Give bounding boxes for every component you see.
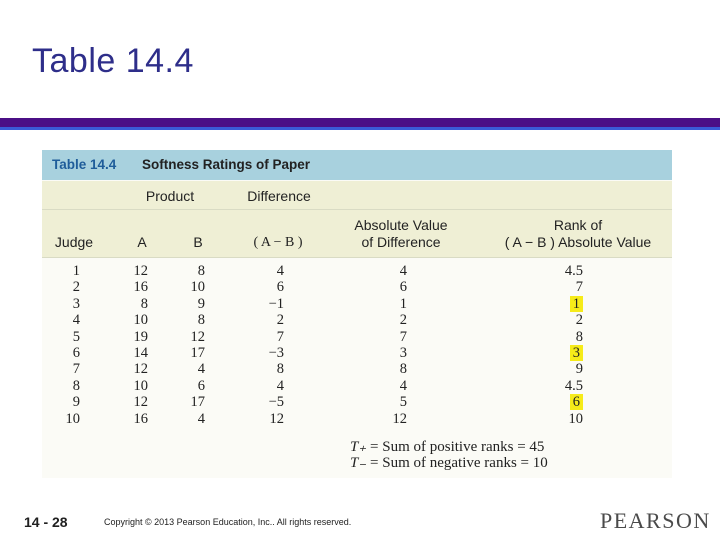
difference-group-header: Difference (247, 188, 311, 204)
cell-rank (543, 296, 583, 312)
col-header-rank-line1: Rank of (553, 217, 603, 233)
cell-b: 4 (197, 410, 205, 427)
rank-highlight: 1 (570, 296, 583, 312)
cell-rank: 4.5 (564, 377, 583, 394)
table-title-band (42, 150, 672, 180)
cell-abs: 1 (399, 295, 407, 312)
cell-abs: 5 (399, 394, 407, 411)
cell-diff: −1 (268, 295, 284, 312)
cell-judge: 7 (72, 361, 80, 378)
cell-diff: −3 (268, 345, 284, 361)
cell-b: 8 (197, 312, 205, 329)
cell-a: 12 (133, 361, 148, 378)
cell-abs: 8 (399, 361, 407, 378)
header-separator (42, 257, 672, 258)
cell-diff: 4 (276, 377, 284, 394)
t-plus-text: = Sum of positive ranks = 45 (370, 439, 545, 455)
cell-abs: 4 (399, 263, 407, 279)
cell-rank (543, 394, 583, 410)
table-number-label: Table 14.4 (52, 157, 117, 172)
cell-judge: 2 (72, 279, 80, 296)
cell-diff: 12 (269, 410, 284, 427)
table-name-label: Softness Ratings of Paper (142, 157, 311, 172)
t-minus-symbol: T₋ (350, 455, 367, 471)
title-rule-purple (0, 118, 720, 127)
softness-ratings-table (42, 150, 672, 478)
cell-a: 14 (133, 345, 148, 361)
cell-diff: −5 (268, 394, 284, 411)
cell-a: 10 (133, 377, 148, 394)
col-header-difference: ( A − B ) (253, 235, 303, 250)
cell-diff: 6 (276, 279, 284, 296)
col-header-abs-line2: of Difference (361, 234, 441, 250)
rank-highlight: 6 (570, 394, 583, 410)
col-header-abs-line1: Absolute Value (354, 217, 448, 233)
cell-a: 12 (133, 263, 148, 279)
cell-rank: 2 (575, 312, 583, 329)
cell-b: 17 (190, 345, 205, 361)
cell-a: 10 (133, 312, 148, 329)
cell-judge: 3 (72, 295, 80, 312)
cell-a: 12 (133, 394, 148, 411)
t-plus-symbol: T₊ (350, 439, 367, 455)
cell-a: 8 (140, 295, 148, 312)
cell-judge: 10 (65, 410, 80, 427)
cell-judge: 8 (72, 377, 80, 394)
col-header-absolute-value (342, 217, 460, 251)
cell-diff: 2 (276, 312, 284, 329)
cell-a: 16 (133, 279, 148, 296)
t-minus-summary (350, 453, 548, 472)
cell-judge: 6 (72, 345, 80, 361)
cell-a: 16 (133, 410, 148, 427)
pearson-logo: PEARSON (600, 508, 711, 533)
cell-b: 6 (197, 377, 205, 394)
cell-abs: 3 (399, 345, 407, 361)
cell-a: 19 (133, 328, 148, 345)
product-group-header: Product (145, 188, 195, 204)
group-header-band (42, 181, 672, 209)
cell-b: 8 (197, 263, 205, 279)
cell-abs: 7 (399, 328, 407, 345)
cell-rank: 9 (575, 361, 583, 378)
page-number: 14 - 28 (24, 514, 68, 530)
cell-rank: 7 (575, 279, 583, 296)
cell-rank (543, 345, 583, 361)
col-header-judge: Judge (54, 234, 94, 250)
cell-judge: 4 (72, 312, 80, 329)
cell-diff: 8 (276, 361, 284, 378)
t-minus-text: = Sum of negative ranks = 10 (370, 455, 548, 471)
cell-b: 4 (197, 361, 205, 378)
cell-diff: 7 (276, 328, 284, 345)
cell-rank: 8 (575, 328, 583, 345)
cell-b: 9 (197, 295, 205, 312)
slide-title: Table 14.4 (32, 42, 194, 80)
cell-judge: 9 (72, 394, 80, 411)
col-header-rank (488, 217, 668, 251)
cell-b: 10 (190, 279, 205, 296)
col-header-b: B (193, 234, 203, 250)
cell-abs: 4 (399, 377, 407, 394)
col-header-a: A (137, 234, 147, 250)
col-header-rank-line2: ( A − B ) Absolute Value (504, 234, 652, 250)
cell-judge: 5 (72, 328, 80, 345)
cell-b: 12 (190, 328, 205, 345)
cell-abs: 2 (399, 312, 407, 329)
cell-abs: 6 (399, 279, 407, 296)
cell-b: 17 (190, 394, 205, 411)
cell-diff: 4 (276, 263, 284, 279)
cell-abs: 12 (392, 410, 407, 427)
title-rule-blue (0, 127, 720, 130)
rank-highlight: 3 (570, 345, 583, 361)
cell-judge: 1 (72, 263, 80, 279)
cell-rank: 10 (568, 410, 583, 427)
copyright-notice: Copyright © 2013 Pearson Education, Inc.. All rights reserved. (104, 517, 352, 527)
cell-rank: 4.5 (564, 263, 583, 279)
